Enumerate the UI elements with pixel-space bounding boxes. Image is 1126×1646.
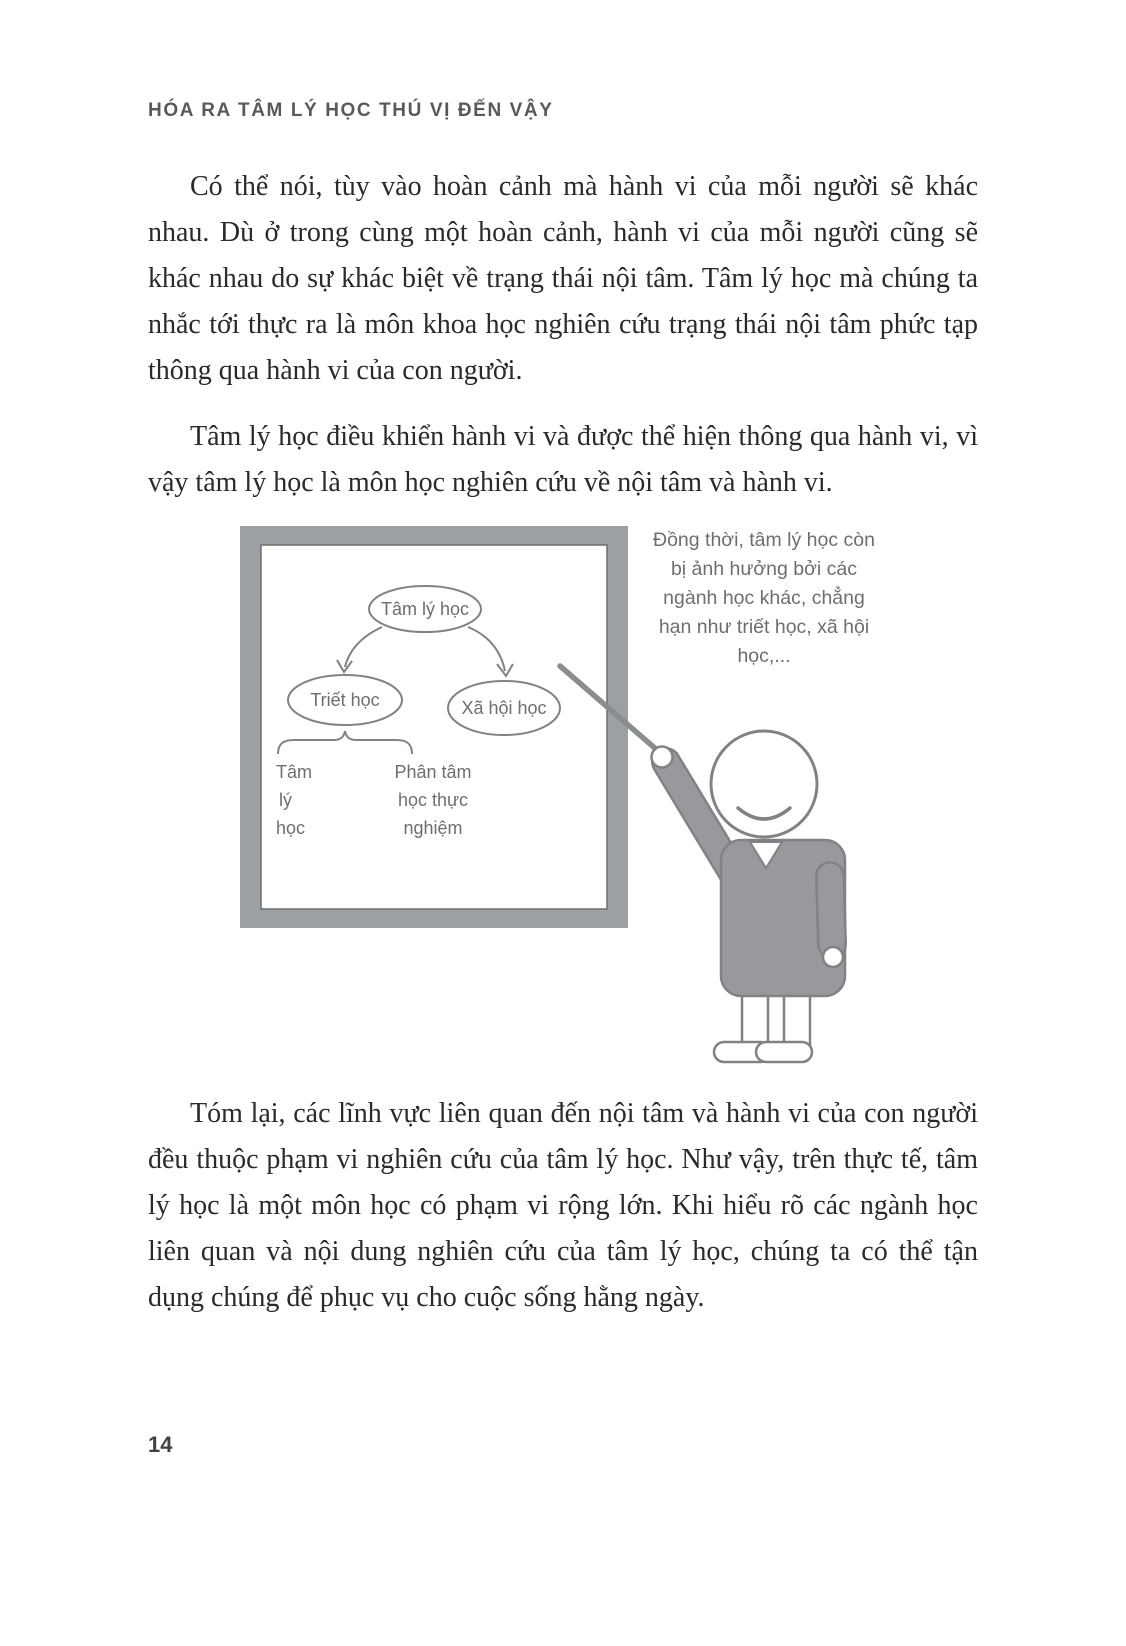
- shoe: [756, 1042, 812, 1062]
- diagram-node-right-label: Xã hội học: [461, 698, 547, 718]
- running-header: HÓA RA TÂM LÝ HỌC THÚ VỊ ĐẾN VẬY: [148, 100, 554, 121]
- diagram-node-left-label: Triết học: [310, 690, 380, 710]
- diagram-subleft-line1: Tâm: [276, 762, 312, 782]
- right-hand: [823, 947, 843, 967]
- diagram-subright-line3: nghiệm: [403, 818, 463, 838]
- paragraph-2: Tâm lý học điều khiển hành vi và được thể hiện thông qua hành vi, vì vậy tâm lý học là môn học nghiên cứu về nội tâm và hành vi.: [148, 421, 978, 498]
- leg: [784, 996, 810, 1046]
- diagram-subleft-line3: học: [276, 818, 306, 838]
- diagram-subright-line1: Phân tâm: [394, 762, 472, 782]
- illustration-caption: Đồng thời, tâm lý học còn bị ảnh hưởng bởi các ngành học khác, chẳng hạn như triết học, xã hội học,...: [653, 529, 875, 667]
- paragraph-3: Tóm lại, các lĩnh vực liên quan đến nội tâm và hành vi của con người đều thuộc phạm vi nghiên cứu của tâm lý học. Như vậy, trên thực tế, tâm lý học là một môn học có phạm vi rộng lớn. Khi hiểu rõ các ngành học liên quan và nội dung nghiên cứu của tâm lý học, chúng ta có thể tận dụng chúng để phục vụ cho cuộc sống hằng ngày.: [148, 1098, 978, 1313]
- left-hand: [652, 747, 673, 768]
- page-number: 14: [148, 1432, 173, 1457]
- head: [711, 731, 817, 837]
- diagram-subleft-line2: lý: [279, 790, 292, 810]
- paragraph-1: Có thể nói, tùy vào hoàn cảnh mà hành vi của mỗi người sẽ khác nhau. Dù ở trong cùng một hoàn cảnh, hành vi của mỗi người cũng sẽ khác nhau do sự khác biệt về trạng thái nội tâm. Tâm lý học mà chúng ta nhắc tới thực ra là môn khoa học nghiên cứu trạng thái nội tâm phức tạp thông qua hành vi của con người.: [148, 171, 978, 386]
- illustration: [148, 526, 978, 1071]
- diagram-node-root-label: Tâm lý học: [380, 599, 470, 619]
- leg: [742, 996, 768, 1046]
- diagram-subright-line2: học thực: [397, 790, 469, 810]
